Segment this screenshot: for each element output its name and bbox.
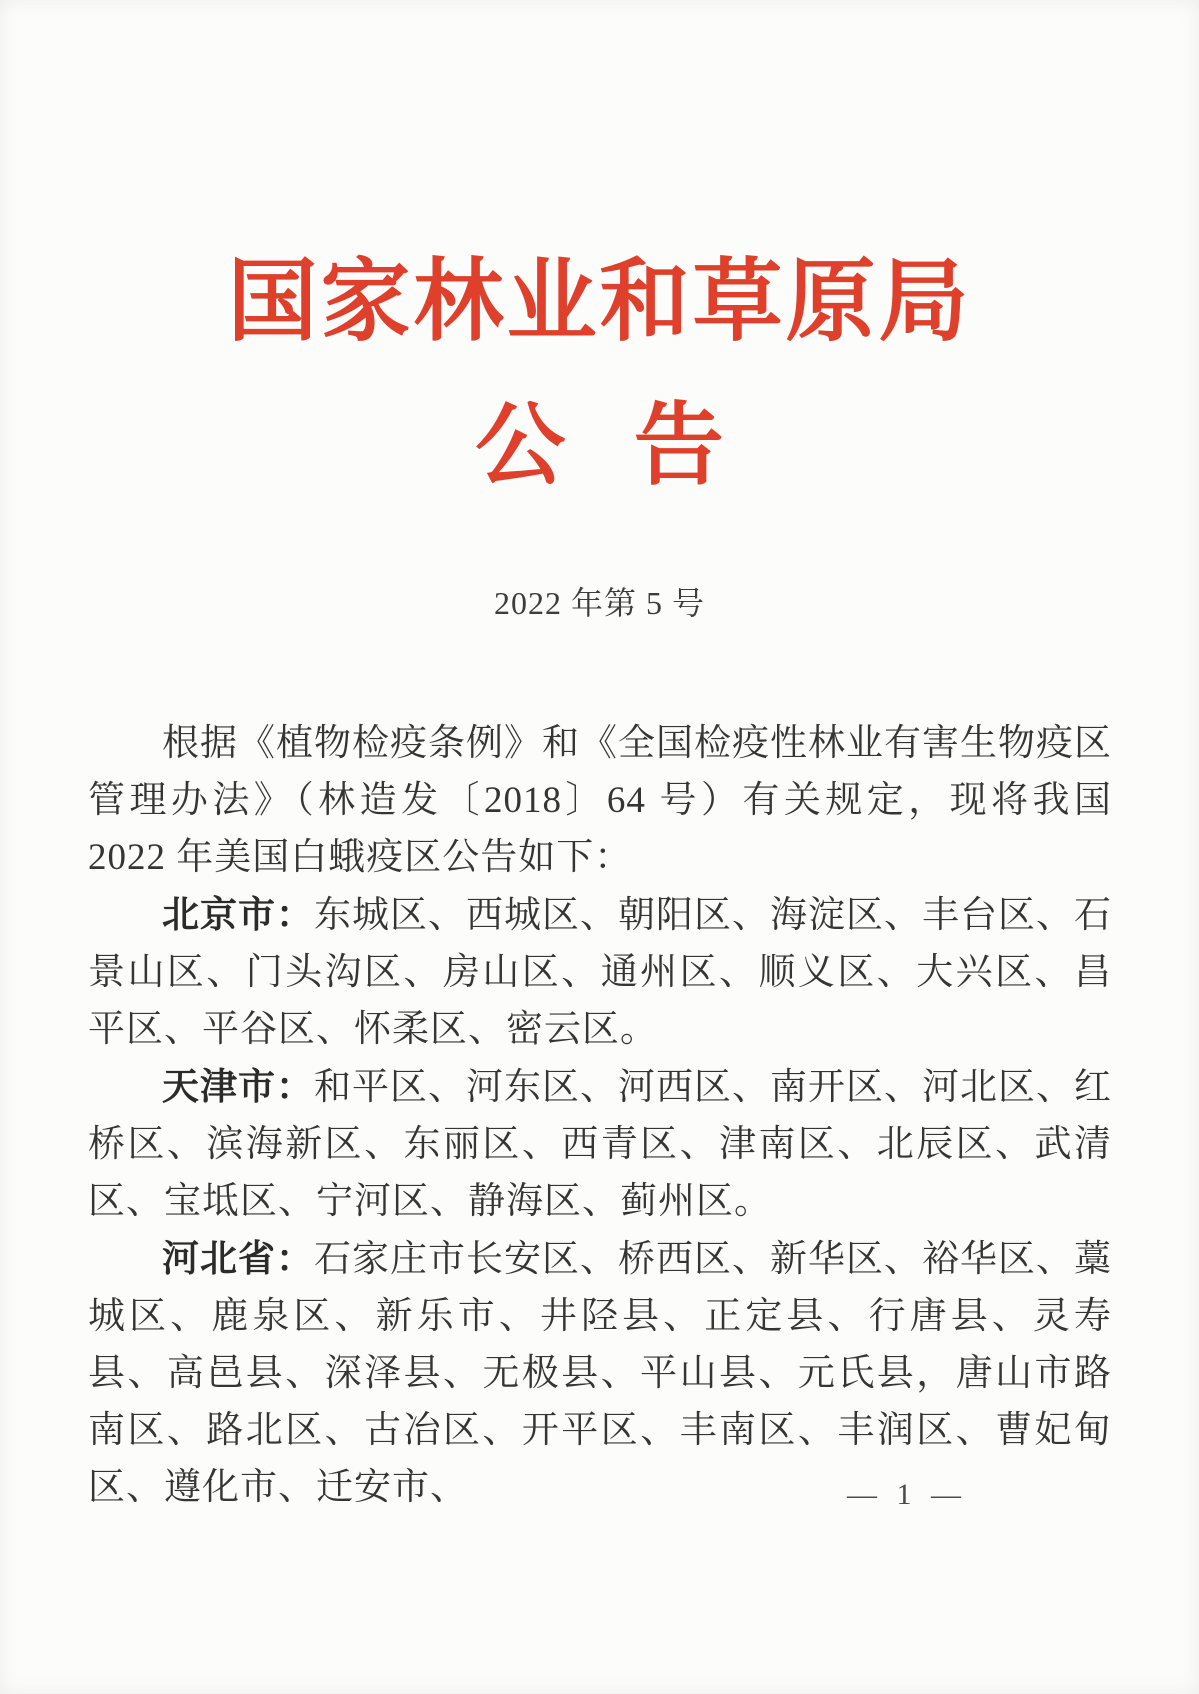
paragraph-tianjin-text: 和平区、河东区、河西区、南开区、河北区、红桥区、滨海新区、东丽区、西青区、津南区、北辰区、武清区、宝坻区、宁河区、静海区、蓟州区。 [88, 1067, 1112, 1222]
issue-number: 2022 年第 5 号 [493, 585, 705, 621]
document-title-line2: 公 告 [475, 397, 724, 496]
document-title-line1: 国家林业和草原局 [227, 253, 972, 352]
paragraph-intro-text: 根据《植物检疫条例》和《全国检疫性林业有害生物疫区管理办法》（林造发〔2018〕64 号）有关规定，现将我国 2022 年美国白蛾疫区公告如下： [88, 723, 1112, 878]
page-number: — 1 — [847, 1478, 967, 1511]
paragraph-tianjin [88, 1058, 1112, 1230]
paragraph-beijing-label: 北京市： [162, 894, 314, 935]
paragraph-beijing-text: 东城区、西城区、朝阳区、海淀区、丰台区、石景山区、门头沟区、房山区、通州区、顺义区、大兴区、昌平区、平谷区、怀柔区、密云区。 [88, 895, 1112, 1050]
paragraph-hebei-text: 石家庄市长安区、桥西区、新华区、裕华区、藁城区、鹿泉区、新乐市、井陉县、正定县、行唐县、灵寿县、高邑县、深泽县、无极县、平山县、元氏县，唐山市路南区、路北区、古冶区、开平区、丰南区、丰润区、曹妃甸区、遵化市、迁安市、 [88, 1239, 1112, 1508]
document-body [88, 714, 1112, 1516]
paragraph-hebei-label: 河北省： [162, 1238, 314, 1279]
paragraph-beijing [88, 886, 1112, 1058]
paragraph-tianjin-label: 天津市： [162, 1066, 314, 1107]
paragraph-intro [88, 714, 1112, 886]
paragraph-hebei [88, 1230, 1112, 1516]
